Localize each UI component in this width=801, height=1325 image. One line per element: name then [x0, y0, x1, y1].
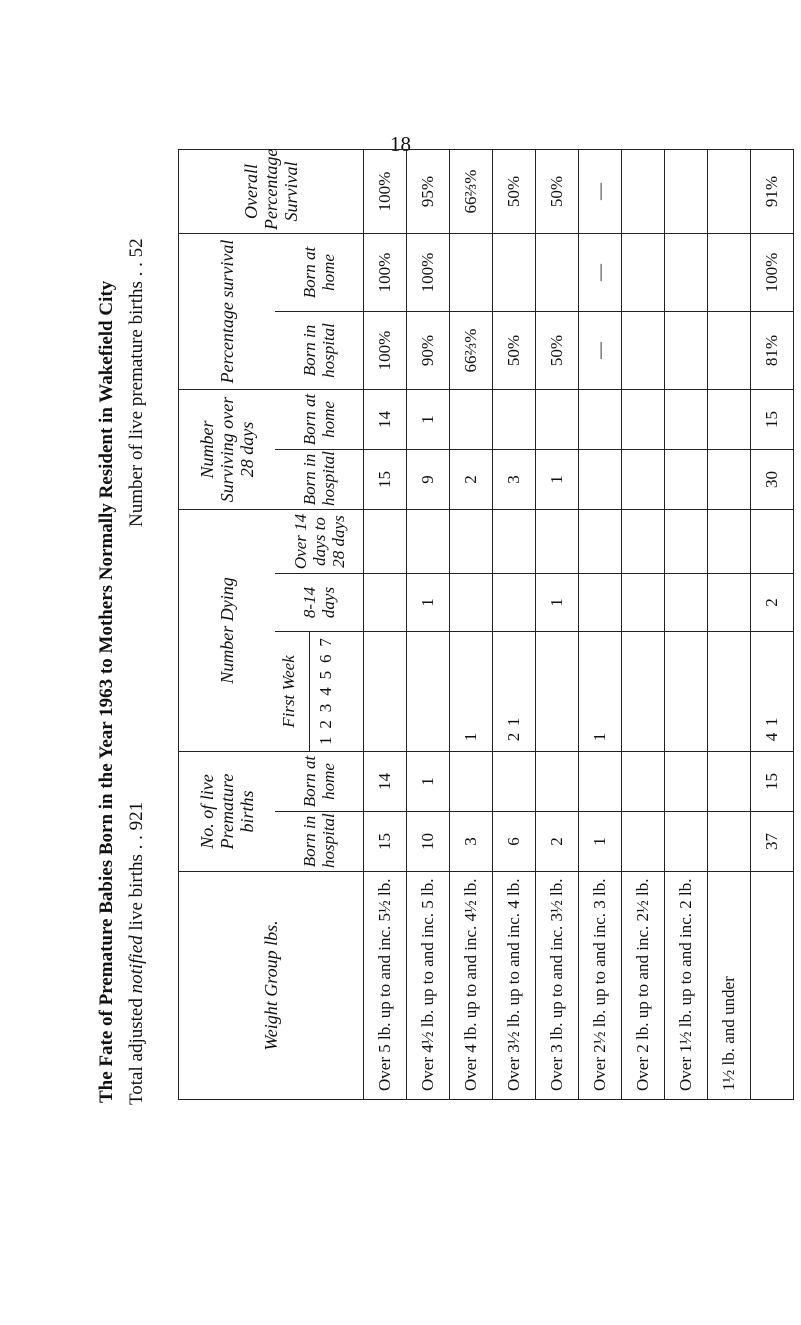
subtitle-prefix: Total adjusted	[126, 993, 147, 1105]
first-week-day-3-value	[762, 700, 782, 714]
pct-hospital-cell: 81%	[751, 311, 794, 389]
weight-group-cell: Over 4½ lb. up to and inc. 5 lb.	[407, 872, 450, 1100]
first-week-day-3-value	[461, 700, 481, 714]
header-pct-hospital: Born in hospital	[275, 311, 364, 389]
pct-hospital-cell: 66⅔%	[450, 311, 493, 389]
pct-home-cell: —	[579, 233, 622, 311]
pct-hospital-cell	[622, 311, 665, 389]
day-3: 3	[316, 703, 335, 713]
births-home-cell	[450, 752, 493, 812]
weight-group-cell: Over 1½ lb. up to and inc. 2 lb.	[665, 872, 708, 1100]
dying-over-14-cell	[579, 509, 622, 573]
weight-group-cell	[751, 872, 794, 1100]
births-home-cell	[579, 752, 622, 812]
dying-8-14-cell	[622, 574, 665, 632]
births-hospital-cell: 10	[407, 812, 450, 872]
header-first-week	[275, 632, 364, 752]
dying-8-14-cell: 2	[751, 574, 794, 632]
weight-group-cell: Over 4 lb. up to and inc. 4½ lb.	[450, 872, 493, 1100]
page-number: 18	[390, 132, 411, 156]
surviving-hospital-cell	[708, 449, 751, 509]
table-row	[364, 149, 407, 1099]
weight-group-cell: Over 3 lb. up to and inc. 3½ lb.	[536, 872, 579, 1100]
header-births-hospital: Born in hospital	[275, 812, 364, 872]
subtitle-premature-births: Number of live premature births . . 52	[126, 238, 147, 527]
pct-home-cell	[622, 233, 665, 311]
first-week-day-1-value: 2	[504, 732, 523, 742]
dying-8-14-cell	[450, 574, 493, 632]
dying-over-14-cell	[536, 509, 579, 573]
first-week-cell	[579, 632, 622, 752]
dying-8-14-cell: 1	[407, 574, 450, 632]
first-week-day-5-value	[762, 669, 782, 683]
first-week-day-3-value	[590, 700, 610, 714]
weight-group-cell: 1½ lb. and under	[708, 872, 751, 1100]
header-over-14-days: Over 14 days to 28 days	[275, 509, 364, 573]
first-week-day-7-value	[762, 639, 782, 653]
births-hospital-cell: 3	[450, 812, 493, 872]
first-week-day-7-value	[461, 639, 481, 653]
surviving-home-cell	[536, 389, 579, 449]
first-week-day-3-value	[504, 700, 524, 714]
overall-pct-cell	[665, 149, 708, 233]
weight-group-cell: Over 5 lb. up to and inc. 5½ lb.	[364, 872, 407, 1100]
header-surviving-hospital: Born in hospital	[275, 449, 364, 509]
births-home-cell: 1	[407, 752, 450, 812]
first-week-cell	[407, 632, 450, 752]
surviving-home-cell: 14	[364, 389, 407, 449]
header-surviving-home: Born at home	[275, 389, 364, 449]
births-home-cell	[708, 752, 751, 812]
first-week-label: First Week	[279, 655, 298, 728]
first-week-day-7-value	[590, 639, 610, 653]
first-week-day-2-value	[590, 715, 610, 729]
dying-8-14-cell	[708, 574, 751, 632]
pct-hospital-cell: 90%	[407, 311, 450, 389]
births-home-cell: 14	[364, 752, 407, 812]
table-row	[665, 149, 708, 1099]
first-week-cell	[665, 632, 708, 752]
dying-8-14-cell	[493, 574, 536, 632]
subtitle-total-births	[126, 802, 148, 1105]
pct-hospital-cell: 50%	[536, 311, 579, 389]
pct-home-cell: 100%	[407, 233, 450, 311]
dying-over-14-cell	[665, 509, 708, 573]
dying-8-14-cell	[579, 574, 622, 632]
births-hospital-cell	[665, 812, 708, 872]
first-week-day-6-value	[461, 654, 481, 668]
day-1: 1	[316, 736, 335, 745]
weight-group-cell: Over 2 lb. up to and inc. 2½ lb.	[622, 872, 665, 1100]
dying-over-14-cell	[493, 509, 536, 573]
overall-pct-cell: 66⅔%	[450, 149, 493, 233]
first-week-cell	[364, 632, 407, 752]
births-hospital-cell: 15	[364, 812, 407, 872]
header-births-home: Born at home	[275, 752, 364, 812]
header-number-surviving: Number Surviving over 28 days	[179, 389, 276, 509]
first-week-day-5-value	[504, 669, 524, 683]
overall-pct-cell: —	[579, 149, 622, 233]
header-weight-group: Weight Group lbs.	[179, 872, 364, 1100]
pct-hospital-cell	[665, 311, 708, 389]
fate-table	[178, 149, 794, 1100]
table-row	[536, 149, 579, 1099]
pct-home-cell	[536, 233, 579, 311]
pct-home-cell	[665, 233, 708, 311]
header-group-row	[179, 149, 276, 1099]
births-home-cell: 15	[751, 752, 794, 812]
first-week-day-6-value	[590, 654, 610, 668]
first-week-day-5-value	[590, 669, 610, 683]
surviving-hospital-cell: 9	[407, 449, 450, 509]
pct-home-cell: 100%	[751, 233, 794, 311]
births-hospital-cell	[622, 812, 665, 872]
weight-group-cell: Over 3½ lb. up to and inc. 4 lb.	[493, 872, 536, 1100]
surviving-hospital-cell	[622, 449, 665, 509]
surviving-home-cell	[622, 389, 665, 449]
births-hospital-cell: 2	[536, 812, 579, 872]
first-week-cell	[493, 632, 536, 752]
first-week-day-6-value	[504, 654, 524, 668]
day-6: 6	[316, 654, 335, 663]
first-week-day-1-value: 1	[461, 732, 480, 742]
header-percentage-survival: Percentage survival	[179, 233, 276, 389]
dying-over-14-cell	[364, 509, 407, 573]
dying-over-14-cell	[622, 509, 665, 573]
surviving-hospital-cell: 1	[536, 449, 579, 509]
surviving-hospital-cell: 2	[450, 449, 493, 509]
surviving-home-cell	[665, 389, 708, 449]
day-4: 4	[316, 687, 335, 696]
births-hospital-cell: 37	[751, 812, 794, 872]
header-overall-survival: Overall Percentage Survival	[179, 149, 364, 233]
dying-over-14-cell	[450, 509, 493, 573]
births-home-cell	[622, 752, 665, 812]
pct-home-cell	[708, 233, 751, 311]
overall-pct-cell: 95%	[407, 149, 450, 233]
births-home-cell	[536, 752, 579, 812]
first-week-day-4-value	[504, 685, 524, 699]
dying-8-14-cell	[364, 574, 407, 632]
first-week-day-4-value	[762, 685, 782, 699]
pct-home-cell: 100%	[364, 233, 407, 311]
header-number-dying: Number Dying	[179, 509, 276, 751]
first-week-day-1-value: 4	[762, 732, 781, 742]
header-pct-home: Born at home	[275, 233, 364, 311]
table-row	[450, 149, 493, 1099]
births-hospital-cell: 1	[579, 812, 622, 872]
overall-pct-cell: 91%	[751, 149, 794, 233]
surviving-hospital-cell: 3	[493, 449, 536, 509]
pct-hospital-cell: 100%	[364, 311, 407, 389]
first-week-day-numbers	[309, 632, 336, 751]
overall-pct-cell: 50%	[536, 149, 579, 233]
day-7: 7	[316, 638, 335, 647]
pct-hospital-cell: 50%	[493, 311, 536, 389]
overall-pct-cell: 50%	[493, 149, 536, 233]
overall-pct-cell: 100%	[364, 149, 407, 233]
births-home-cell	[665, 752, 708, 812]
weight-group-cell: Over 2½ lb. up to and inc. 3 lb.	[579, 872, 622, 1100]
first-week-day-7-value	[504, 639, 524, 653]
table-row	[579, 149, 622, 1099]
overall-pct-cell	[622, 149, 665, 233]
table-body	[364, 149, 794, 1099]
page-title: The Fate of Premature Babies Born in the Year 1963 to Mothers Normally Resident in Wakefield City	[96, 280, 117, 1103]
first-week-day-1-value: 1	[590, 732, 609, 742]
table-row	[493, 149, 536, 1099]
dying-over-14-cell	[751, 509, 794, 573]
pct-home-cell	[493, 233, 536, 311]
subtitle-suffix: live births . . 921	[126, 801, 147, 936]
surviving-hospital-cell: 15	[364, 449, 407, 509]
first-week-day-2-value	[461, 715, 481, 729]
first-week-day-2-value: 1	[762, 717, 781, 727]
surviving-home-cell	[708, 389, 751, 449]
header-no-live-premature: No. of live Premature births	[179, 752, 276, 872]
day-5: 5	[316, 670, 335, 680]
births-hospital-cell	[708, 812, 751, 872]
totals-row	[751, 149, 794, 1099]
first-week-day-4-value	[590, 685, 610, 699]
first-week-cell	[536, 632, 579, 752]
surviving-hospital-cell	[579, 449, 622, 509]
surviving-hospital-cell: 30	[751, 449, 794, 509]
header-8-14-days: 8-14 days	[275, 574, 364, 632]
births-home-cell	[493, 752, 536, 812]
surviving-home-cell	[493, 389, 536, 449]
overall-pct-cell	[708, 149, 751, 233]
pct-home-cell	[450, 233, 493, 311]
first-week-cell	[622, 632, 665, 752]
surviving-home-cell	[450, 389, 493, 449]
first-week-cell	[708, 632, 751, 752]
dying-8-14-cell: 1	[536, 574, 579, 632]
table-row	[708, 149, 751, 1099]
first-week-day-5-value	[461, 669, 481, 683]
pct-hospital-cell	[708, 311, 751, 389]
surviving-home-cell	[579, 389, 622, 449]
day-2: 2	[316, 720, 335, 729]
subtitle-emphasis: notified	[126, 935, 147, 994]
surviving-hospital-cell	[665, 449, 708, 509]
table-row	[622, 149, 665, 1099]
surviving-home-cell: 1	[407, 389, 450, 449]
first-week-day-6-value	[762, 654, 782, 668]
dying-over-14-cell	[708, 509, 751, 573]
table-row	[407, 149, 450, 1099]
dying-over-14-cell	[407, 509, 450, 573]
pct-hospital-cell: —	[579, 311, 622, 389]
dying-8-14-cell	[665, 574, 708, 632]
first-week-cell	[751, 632, 794, 752]
first-week-day-2-value: 1	[504, 717, 523, 727]
surviving-home-cell: 15	[751, 389, 794, 449]
first-week-day-4-value	[461, 685, 481, 699]
births-hospital-cell: 6	[493, 812, 536, 872]
first-week-cell	[450, 632, 493, 752]
